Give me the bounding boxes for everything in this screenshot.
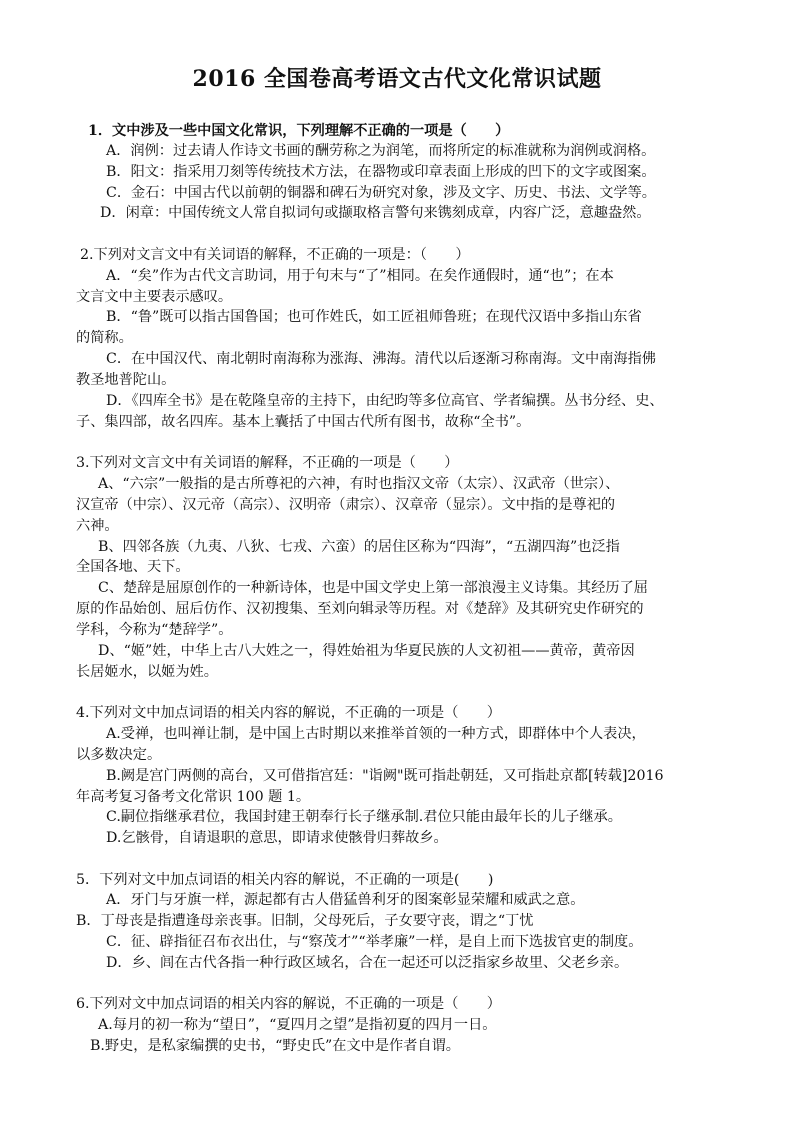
question-4-option-a-cont: 以多数决定。 [76, 747, 162, 763]
question-4-option-c: C.嗣位指继承君位，我国封建王朝奉行长子继承制.君位只能由最年长的儿子继承。 [106, 809, 622, 825]
question-4-option-b-cont: 年高考复习备考文化常识 100 题 1。 [76, 789, 311, 805]
question-5-option-a: A．牙门与牙旗一样，源起都有古人借猛兽利牙的图案彰显荣耀和威武之意。 [106, 892, 585, 908]
question-2-option-b-cont: 的简称。 [76, 330, 133, 346]
question-4-option-d: D.乞骸骨，自请退职的意思，即请求使骸骨归葬故乡。 [106, 830, 448, 846]
question-1-stem: 1．文中涉及一些中国文化常识，下列理解不正确的一项是（ ） [88, 123, 510, 139]
question-3-option-a-cont: 汉宣帝（中宗）、汉元帝（高宗）、汉明帝（肃宗）、汉章帝（显宗）。文中指的是尊祀的 [76, 497, 616, 513]
question-6-option-b: B.野史，是私家编撰的史书，“野史氏”在文中是作者自谓。 [90, 1038, 460, 1054]
question-3-option-a-cont: 六神。 [76, 518, 119, 534]
question-4-option-a: A.受禅，也叫禅让制，是中国上古时期以来推举首领的一种方式，即群体中个人表决， [106, 726, 646, 742]
question-2-option-d-cont: 子、集四部，故名四库。基本上囊括了中国古代所有图书，故称“全书”。 [76, 414, 531, 430]
question-3-option-c-cont: 学科，今称为“楚辞学”。 [76, 622, 233, 638]
question-3-option-c: C、楚辞是屈原创作的一种新诗体，也是中国文学史上第一部浪漫主义诗集。其经历了屈 [98, 580, 648, 596]
page-title: 2016 全国卷高考语文古代文化常识试题 [192, 66, 602, 92]
question-2-option-a: A．“矣”作为古代文言助词，用于句末与“了”相同。在矣作通假时，通“也”；在本 [106, 268, 614, 284]
question-3-option-b: B、四邻各族（九夷、八狄、七戎、六蛮）的居住区称为“四海”，“五湖四海”也泛指 [98, 539, 620, 555]
question-2-stem: 2.下列对文言文中有关词语的解释，不正确的一项是：（ ） [80, 247, 470, 263]
question-2-option-c-cont: 教圣地普陀山。 [76, 372, 176, 388]
question-1-option-c: C．金石：中国古代以前朝的铜器和碑石为研究对象，涉及文字、历史、书法、文学等。 [106, 185, 656, 201]
question-2-option-d: D．《四库全书》是在乾隆皇帝的主持下，由纪昀等多位高官、学者编撰。丛书分经、史、 [106, 393, 664, 409]
question-5-stem: 5．下列对文中加点词语的相关内容的解说，不正确的一项是( ) [76, 872, 494, 888]
question-5-option-d: D．乡、闾在古代各指一种行政区域名，合在一起还可以泛指家乡故里、父老乡亲。 [106, 955, 629, 971]
question-2-option-c: C．在中国汉代、南北朝时南海称为涨海、沸海。清代以后逐渐习称南海。文中南海指佛 [106, 351, 656, 367]
question-5-option-b: B．丁母丧是指遭逢母亲丧事。旧制，父母死后，子女要守丧，谓之“丁忧 [76, 913, 534, 929]
question-6-stem: 6.下列对文中加点词语的相关内容的解说，不正确的一项是（ ） [76, 996, 501, 1012]
question-2-option-b: B．“鲁”既可以指古国鲁国；也可作姓氏，如工匠祖师鲁班；在现代汉语中多指山东省 [106, 309, 642, 325]
question-3-option-d-cont: 长居姬水，以姬为姓。 [76, 664, 218, 680]
question-1-option-d: D．闲章：中国传统文人常自拟词句或撷取格言警句来镌刻成章，内容广泛，意趣盎然。 [100, 205, 651, 221]
question-1-option-b: B．阳文：指采用刀刻等传统技术方法，在器物或印章表面上形成的凹下的文字或图案。 [106, 164, 656, 180]
question-3-option-a: A、“六宗”一般指的是古所尊祀的六神，有时也指汉文帝（太宗）、汉武帝（世宗）、 [98, 476, 620, 492]
question-1-option-a: A．润例：过去请人作诗文书画的酬劳称之为润笔，而将所定的标准就称为润例或润格。 [106, 143, 656, 159]
question-3-stem: 3.下列对文言文中有关词语的解释，不正确的一项是（ ） [76, 455, 459, 471]
question-3-option-c-cont: 原的作品始创、屈后仿作、汉初搜集、至刘向辑录等历程。对《楚辞》及其研究史作研究的 [76, 601, 644, 617]
question-6-option-a: A.每月的初一称为“望日”，“夏四月之望”是指初夏的四月一日。 [98, 1017, 497, 1033]
question-3-option-d: D、“姬”姓，中华上古八大姓之一，得姓始祖为华夏民族的人文初祖——黄帝，黄帝因 [98, 643, 635, 659]
question-3-option-b-cont: 全国各地、天下。 [76, 559, 190, 575]
question-5-option-c: C．征、辟指征召布衣出仕，与“察茂才”“举孝廉”一样，是自上而下选拔官吏的制度。 [106, 934, 643, 950]
question-4-stem: 4.下列对文中加点词语的相关内容的解说，不正确的一项是（ ） [76, 705, 501, 721]
question-4-option-b: B.阙是宫门两侧的高台，又可借指宫廷："诣阙"既可指赴朝廷，又可指赴京都[转载]2016 [106, 768, 664, 784]
question-2-option-a-cont: 文言文中主要表示感叹。 [76, 289, 233, 305]
